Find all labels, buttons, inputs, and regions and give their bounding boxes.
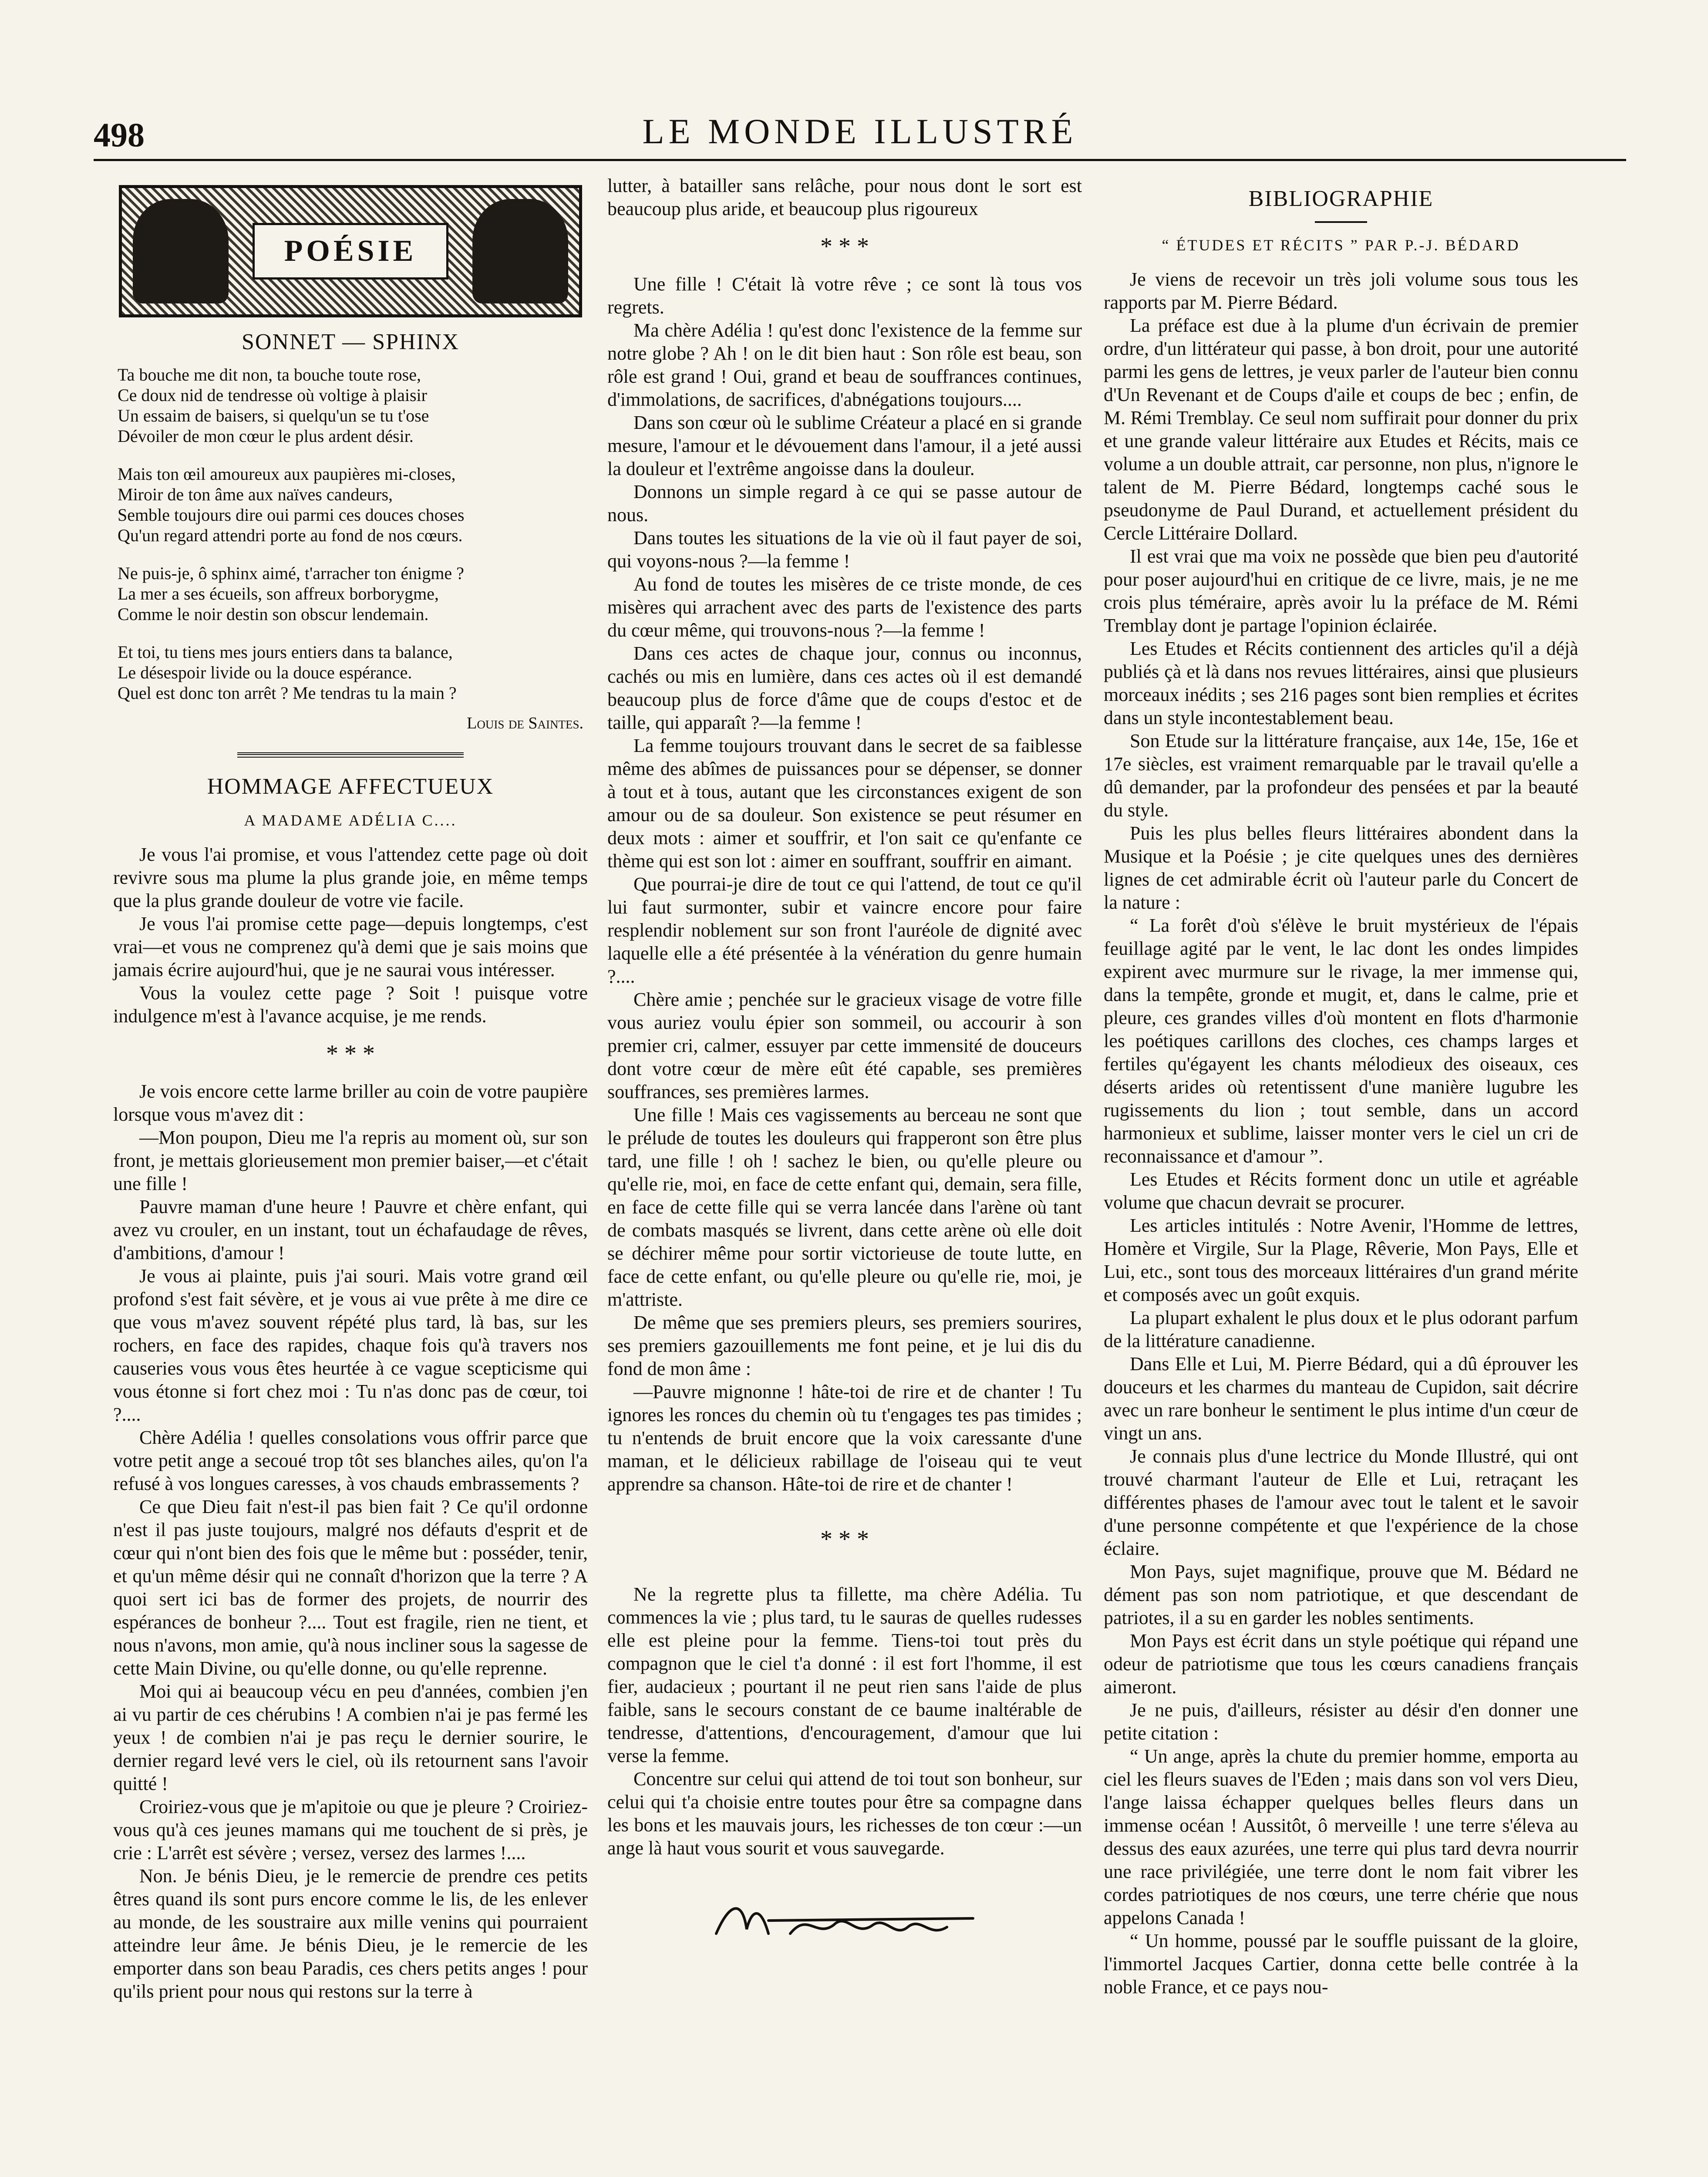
stanza xyxy=(118,464,588,546)
asterism: * * * xyxy=(820,233,869,260)
poem-line: Ne puis-je, ô sphinx aimé, t'arracher ton énigme ? xyxy=(118,563,464,583)
hommage-dedication: A MADAME ADÉLIA C.... xyxy=(244,812,457,829)
poem-line: Et toi, tu tiens mes jours entiers dans ta balance, xyxy=(118,642,453,662)
paragraph: Donnons un simple regard à ce qui se passe autour de nous. xyxy=(607,481,1082,526)
paragraph: Je vois encore cette larme briller au coin de votre paupière lorsque vous m'avez dit : xyxy=(113,1081,588,1125)
poem-line: La mer a ses écueils, son affreux borborygme, xyxy=(118,584,439,603)
sonnet-poem xyxy=(113,364,588,703)
quoted-paragraph: “ La forêt d'où s'élève le bruit mystérieux de l'épais feuillage agité par le vent, le lac dont les ondes limpides expirent avec murmure sur le rivage, la mer immense qui, dans la tempête, gronde et mugit, et, dans le calme, prie et pleure, ces grandes villes d'où montent en flots d'harmonie les poétiques carillons des cloches, ces champs larges et fertiles qu'égayent les chants mélodieux des oiseaux, ces déserts arides où retentissent d'une manière lugubre les rugissements du lion ; tout semble, dans un accord harmonieux et sublime, laisser monter vers le ciel un cri de reconnaissance et d'amour ”. xyxy=(1104,915,1578,1167)
quoted-paragraph: “ Un homme, poussé par le souffle puissant de la gloire, l'immortel Jacques Cartier, donna cette belle contrée à la noble France, et ce pays nou- xyxy=(1104,1930,1578,1998)
bibliography-title: BIBLIOGRAPHIE xyxy=(1248,186,1434,211)
page-header xyxy=(94,107,1626,172)
title-rule xyxy=(1315,221,1367,223)
poem-line: Comme le noir destin son obscur lendemain. xyxy=(118,604,429,624)
paragraph-continued: lutter, à batailler sans relâche, pour nous dont le sort est beaucoup plus aride, et beaucoup plus rigoureux xyxy=(607,175,1082,219)
paragraph: Dans Elle et Lui, M. Pierre Bédard, qui a dû éprouver les douceurs et les charmes du manteau de Cupidon, sait décrire avec un rare bonheur le sentiment le plus intime d'un cœur de vingt un ans. xyxy=(1104,1353,1578,1444)
paragraph: Croiriez-vous que je m'apitoie ou que je pleure ? Croiriez-vous qu'à ces jeunes mamans qui me touchent de si près, je crie : L'arrêt est sévère ; versez, versez des larmes !.... xyxy=(113,1796,588,1864)
paragraph: Non. Je bénis Dieu, je le remercie de prendre ces petits êtres quand ils sont purs encore comme le lis, de les enlever au monde, de les soustraire aux mille venins qui pourraient atteindre leur âme. Je bénis Dieu, je le remercie de les emporter dans son beau Paradis, ces chers petits anges ! pour qu'ils prient pour nous qui restons sur la terre à xyxy=(113,1865,588,2002)
ornament-figure-left-icon xyxy=(133,199,229,303)
paragraph: Vous la voulez cette page ? Soit ! puisque votre indulgence m'est à l'avance acquise, je me rends. xyxy=(113,982,588,1027)
paragraph: Ma chère Adélia ! qu'est donc l'existence de la femme sur notre globe ? Ah ! on le dit bien haut : Son rôle est beau, son rôle est grand ! Oui, grand et beau de souffrances continues, d'immolations, de sacrifices, d'abnégations toujours.... xyxy=(607,320,1082,410)
paragraph: —Pauvre mignonne ! hâte-toi de rire et de chanter ! Tu ignores les ronces du chemin où tu t'engages tes pas timides ; tu n'entends de bruit encore que la voix caressante d'une maman, et le délicieux rabillage de l'oiseau qui te veut apprendre sa chanson. Hâte-toi de rire et de chanter ! xyxy=(607,1381,1082,1495)
paragraph: Les Etudes et Récits contiennent des articles qu'il a déjà publiés çà et là dans nos revues littéraires, ainsi que plusieurs morceaux inédits ; ses 216 pages sont bien remplies et écrites dans un style incontestablement beau. xyxy=(1104,638,1578,728)
poem-line: Le désespoir livide ou la douce espérance. xyxy=(118,663,412,682)
paragraph: Les articles intitulés : Notre Avenir, l'Homme de lettres, Homère et Virgile, Sur la Plage, Rêverie, Mon Pays, Elle et Lui, etc., sont tous des morceaux littéraires d'un grand mérite et composés avec un goût exquis. xyxy=(1104,1215,1578,1305)
paragraph: De même que ses premiers pleurs, ses premiers sourires, ses premiers gazouillements me font peine, et je lui dis du fond de mon âme : xyxy=(607,1312,1082,1379)
paragraph: Mon Pays est écrit dans un style poétique qui répand une odeur de patriotisme que tous les cœurs canadiens français aimeront. xyxy=(1104,1630,1578,1698)
paragraph: Une fille ! C'était là votre rêve ; ce sont là tous vos regrets. xyxy=(607,273,1082,318)
column-2 xyxy=(607,174,1082,1951)
poem-line: Qu'un regard attendri porte au fond de nos cœurs. xyxy=(118,526,463,545)
paragraph: Les Etudes et Récits forment donc un utile et agréable volume que chacun devrait se procurer. xyxy=(1104,1169,1578,1213)
poem-line: Semble toujours dire oui parmi ces douces choses xyxy=(118,505,465,525)
paragraph: Moi qui ai beaucoup vécu en peu d'années, combien j'en ai vu partir de ces chérubins ! A combien n'ai je pas fermé les yeux ! de combien n'ai je pas reçu le dernier sourire, le dernier regard levé vers le ciel, où ils retournent sans l'avoir quitté ! xyxy=(113,1681,588,1794)
poem-line: Mais ton œil amoureux aux paupières mi-closes, xyxy=(118,464,456,484)
paragraph: Je vous l'ai promise cette page—depuis longtemps, c'est vrai—et vous ne comprenez qu'à demi que je sais moins que jamais écrire aujourd'hui, que je ne saurai vous intéresser. xyxy=(113,913,588,981)
section-divider xyxy=(237,752,464,758)
banner-label: POÉSIE xyxy=(253,223,448,280)
stanza xyxy=(118,364,588,446)
paragraph: Pauvre maman d'une heure ! Pauvre et chère enfant, qui avez vu crouler, en un instant, tout un échafaudage de rêves, d'ambitions, d'amour ! xyxy=(113,1196,588,1264)
poem-line: Quel est donc ton arrêt ? Me tendras tu la main ? xyxy=(118,683,457,703)
asterism: * * * xyxy=(326,1040,375,1067)
paragraph: Mon Pays, sujet magnifique, prouve que M. Bédard ne dément pas son nom patriotique, et que descendant de patriotes, il a su en garder les nobles sentiments. xyxy=(1104,1561,1578,1628)
paragraph: Dans toutes les situations de la vie où il faut payer de soi, qui voyons-nous ?—la femme ! xyxy=(607,527,1082,572)
paragraph: Je viens de recevoir un très joli volume sous tous les rapports par M. Pierre Bédard. xyxy=(1104,269,1578,313)
poem-line: Un essaim de baisers, si quelqu'un se tu t'ose xyxy=(118,406,429,425)
ornament-figure-right-icon xyxy=(472,199,568,303)
signature-text xyxy=(805,1935,888,1951)
stanza xyxy=(118,642,588,703)
poem-line: Ce doux nid de tendresse où voltige à plaisir xyxy=(118,385,427,405)
column-1 xyxy=(113,174,588,2003)
stanza xyxy=(118,563,588,624)
paragraph: Dans son cœur où le sublime Créateur a placé en si grande mesure, l'amour et le dévouement dans l'amour, il a jeté aussi la douleur et l'extrême angoisse dans la douleur. xyxy=(607,412,1082,479)
page-number: 498 xyxy=(94,116,145,154)
column-3 xyxy=(1104,174,1578,1998)
paragraph: Chère Adélia ! quelles consolations vous offrir parce que votre petit ange a secoué trop tôt ses blanches ailes, qu'on l'a refusé à vos longues caresses, à vos chauds embrassements ? xyxy=(113,1427,588,1494)
paragraph: La préface est due à la plume d'un écrivain de premier ordre, d'un littérateur qui passe, à bon droit, pour une autorité parmi les gens de lettres, je veux parler de l'auteur bien connu d'Un Revenant et de Coups d'aile et coups de bec ; enfin, de M. Rémi Tremblay. Ce seul nom suffirait pour donner du prix et une grande valeur littéraire aux Etudes et Récits, mais ce volume a un double attrait, car personne, non plus, n'ignore le talent de M. Pierre Bédard, longtemps caché sous le pseudonyme de Paul Durand, et actuellement président du Cercle Littéraire Dollard. xyxy=(1104,315,1578,544)
bibliography-subtitle: “ ÉTUDES ET RÉCITS ” PAR P.-J. BÉDARD xyxy=(1162,236,1520,254)
paragraph: Puis les plus belles fleurs littéraires abondent dans la Musique et la Poésie ; je cite quelques unes des dernières lignes de cet admirable écrit où l'auteur parle du Concert de la nature : xyxy=(1104,822,1578,913)
sonnet-signature: Louis de Saintes. xyxy=(467,714,583,732)
poem-line: Dévoiler de mon cœur le plus ardent désir. xyxy=(118,426,414,446)
asterism: * * * xyxy=(820,1526,869,1553)
paragraph: La femme toujours trouvant dans le secret de sa faiblesse même des abîmes de puissances pour se dépenser, se donner à tout et à tous, autant que les circonstances exigent de son amour ou de sa douleur. Son existence se peut résumer en deux mots : aimer et souffrir, et l'on sait ce qu'enfante ce thème qui est son lot : aimer en souffrant, souffrir en aimant. xyxy=(607,735,1082,872)
paragraph: Dans ces actes de chaque jour, connus ou inconnus, cachés ou mis en lumière, dans ces actes où il est demandé beaucoup plus de force d'âme que de coups d'estoc et de taille, qui apparaît ?—la femme ! xyxy=(607,643,1082,733)
paragraph: Je vous ai plainte, puis j'ai souri. Mais votre grand œil profond s'est fait sévère, et je vous ai vue prête à me dire ce que vous m'avez souvent répété plus tard, là bas, sur les rochers, en face des rapides, chaque fois qu'à travers nos causeries vous vous êtes heurtée à ce vague scepticisme qui vous étonne si fort chez moi : Tu n'as donc pas de cœur, toi ?.... xyxy=(113,1265,588,1425)
paragraph: Que pourrai-je dire de tout ce qui l'attend, de tout ce qu'il lui faut surmonter, subir et vaincre encore pour faire resplendir noblement sur son front l'auréole de dignité avec laquelle elle a été présentée à la vénération du genre humain ?.... xyxy=(607,873,1082,987)
paragraph: Son Etude sur la littérature française, aux 14e, 15e, 16e et 17e siècles, est vraiment remarquable par le travail qu'elle a dû demander, par la profondeur des pensées et par la beauté du style. xyxy=(1104,730,1578,821)
publication-title: LE MONDE ILLUSTRÉ xyxy=(642,111,1078,151)
paragraph: Je connais plus d'une lectrice du Monde Illustré, qui ont trouvé charmant l'auteur de Elle et Lui, retraçant les différentes phases de l'amour avec tout le talent et le savoir d'une personne compétente et que l'expérience de la chose éclaire. xyxy=(1104,1446,1578,1559)
paragraph: Ce que Dieu fait n'est-il pas bien fait ? Ce qu'il ordonne n'est il pas juste toujours, malgré nos défauts d'esprit et de cœur qui n'ont bien des fois que le même but : posséder, tenir, et qu'un même désir qui ne connaît d'horizon que la terre ? A quoi sert ici bas de former des projets, de nourrir des espérances de bonheur ?.... Tout est fragile, rien ne tient, et nous n'avons, mon amie, qu'à nous incliner sous la sagesse de cette Main Divine, ou qu'elle donne, ou qu'elle reprenne. xyxy=(113,1496,588,1679)
paragraph: Concentre sur celui qui attend de toi tout son bonheur, sur celui qui t'a choisie entre toutes pour être sa compagne dans les bons et les mauvais jours, les richesses de ton cœur :—un ange là haut vous sourit et vous sauvegarde. xyxy=(607,1768,1082,1859)
poem-line: Ta bouche me dit non, ta bouche toute rose, xyxy=(118,365,421,384)
author-signature xyxy=(703,1886,986,1951)
hommage-title: HOMMAGE AFFECTUEUX xyxy=(207,774,494,799)
paragraph: Une fille ! Mais ces vagissements au berceau ne sont que le prélude de toutes les douleurs qui frapperont son être plus tard, une fille ! oh ! sachez le bien, ou qu'elle pleure ou qu'elle rie, moi, en face de cette enfant qui, demain, sera fille, en face de cette fille qui se verra lancée dans l'arène où tant de combats masqués se livrent, dans cette arène où elle doit se déchirer même pour sortir victorieuse de toute lutte, en face de cette enfant, ou qu'elle pleure ou qu'elle rie, moi, je m'attriste. xyxy=(607,1104,1082,1310)
sonnet-title: SONNET — SPHINX xyxy=(242,330,459,354)
paragraph: Je vous l'ai promise, et vous l'attendez cette page où doit revivre sous ma plume la plus grande joie, en même temps que la plus grande douleur de votre vie facile. xyxy=(113,844,588,911)
paragraph: Je ne puis, d'ailleurs, résister au désir d'en donner une petite citation : xyxy=(1104,1699,1578,1744)
paragraph: —Mon poupon, Dieu me l'a repris au moment où, sur son front, je mettais glorieusement mon premier baiser,—et c'était une fille ! xyxy=(113,1127,588,1194)
paragraph: Ne la regrette plus ta fillette, ma chère Adélia. Tu commences la vie ; plus tard, tu le sauras de quelles rudesses elle est pleine pour la femme. Tiens-toi tout près du compagnon que le ciel t'a donné : il est fort l'homme, il est fier, audacieux ; pourtant il ne peut rien sans l'aide de plus faible, sans le secours constant de ce baume inaltérable de tendresse, d'attentions, d'encouragement, d'amour que lui verse la femme. xyxy=(607,1584,1082,1766)
poesie-banner xyxy=(119,185,582,317)
paragraph: Au fond de toutes les misères de ce triste monde, de ces misères qui arrachent avec des parts de l'existence des parts du cœur même, qui trouvons-nous ?—la femme ! xyxy=(607,573,1082,641)
header-rule xyxy=(94,159,1626,161)
quoted-paragraph: “ Un ange, après la chute du premier homme, emporta au ciel les fleurs suaves de l'Eden ; mais dans son vol vers Dieu, l'ange laissa échapper quelques belles fleurs dans un immense océan ! Aussitôt, ô merveille ! une terre s'éleva au dessus des eaux azurées, une terre qui plus tard devra nourrir une race privilégiée, une terre dont le nom fait vibrer les cordes patriotiques de nos cœurs, une terre chérie que nous appelons Canada ! xyxy=(1104,1746,1578,1928)
paragraph: Il est vrai que ma voix ne possède que bien peu d'autorité pour poser aujourd'hui en critique de ce livre, mais, je ne me crois plus téméraire, après avoir lu la préface de M. Rémi Tremblay dont je partage l'opinion éclairée. xyxy=(1104,546,1578,636)
paragraph: La plupart exhalent le plus doux et le plus odorant parfum de la littérature canadienne. xyxy=(1104,1307,1578,1351)
poem-line: Miroir de ton âme aux naïves candeurs, xyxy=(118,485,393,504)
paragraph: Chère amie ; penchée sur le gracieux visage de votre fille vous auriez voulu épier son sommeil, ou accourir à son premier cri, calmer, essuyer par cette immensité de douceurs dont votre cœur de mère eût été capable, ses premières souffrances, ses premières larmes. xyxy=(607,989,1082,1102)
